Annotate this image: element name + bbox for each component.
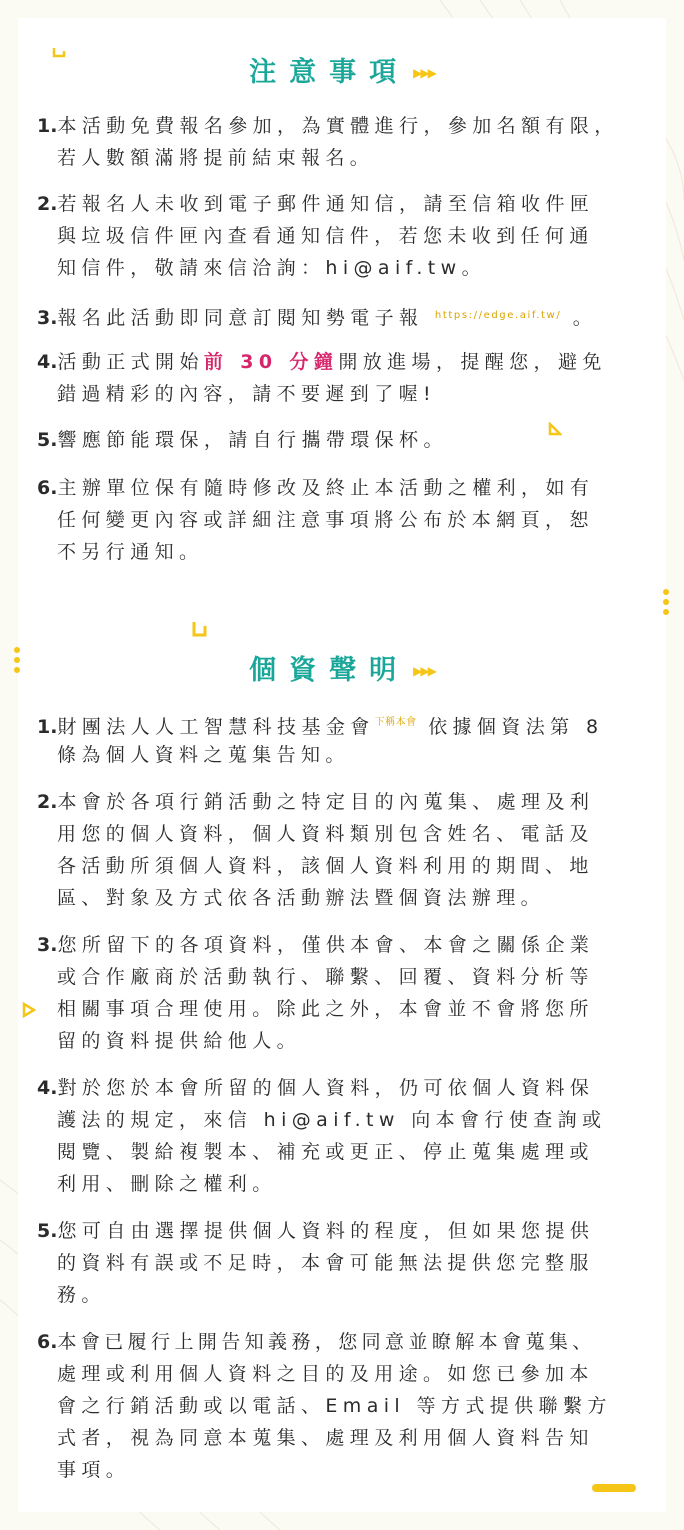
section-title-text: 注意事項 [249, 57, 410, 88]
item-text: 留的資料提供給他人。 [57, 1030, 302, 1052]
item-text: 處理或利用個人資料之目的及用途。如您已參加本 [57, 1363, 594, 1385]
item-text: 本會於各項行銷活動之特定目的內蒐集、處理及利 [57, 791, 595, 813]
item-text: 響應節能環保，請自行攜帶環保杯。 [57, 429, 448, 451]
item-text: 財團法人人工智慧科技基金會 [57, 716, 375, 738]
item-text: 。 [572, 307, 598, 329]
item-text: 錯過精彩的內容，請不要遲到了喔! [57, 383, 437, 405]
section-title-text: 個資聲明 [249, 655, 410, 686]
item-text: 若報名人未收到電子郵件通知信，請至信箱收件匣 [57, 193, 595, 215]
item-text: 主辦單位保有隨時修改及終止本活動之權利，如有 [57, 477, 595, 499]
item-text: 閱覽、製給複製本、補充或更正、停止蒐集處理或 [57, 1141, 594, 1163]
item-text: 護法的規定，來信 hi@aif.tw 向本會行使查詢或 [57, 1109, 607, 1131]
item-text: 條為個人資料之蒐集告知。 [57, 744, 350, 766]
newsletter-link[interactable]: https://edge.aif.tw/ [434, 310, 562, 321]
item-number: 2. [37, 193, 58, 215]
item-text: 式者，視為同意本蒐集、處理及利用個人資料告知 [57, 1427, 594, 1449]
deco-triangle-icon [548, 422, 562, 436]
item-number: 2. [37, 791, 58, 813]
item-text: 各活動所須個人資料，該個人資料利用的期間、地 [57, 855, 594, 877]
item-text: 報名此活動即同意訂閱知勢電子報 [57, 307, 424, 329]
item-text: 若人數額滿將提前結束報名。 [57, 147, 375, 169]
item-number: 6. [37, 477, 58, 499]
item-text: 本會已履行上開告知義務，您同意並瞭解本會蒐集、 [57, 1331, 596, 1353]
item-text: 區、對象及方式依各活動辦法暨個資法辦理。 [57, 887, 546, 909]
arrow-marker-icon: ▶▶▶ [413, 66, 435, 80]
item-text: 您所留下的各項資料，僅供本會、本會之關係企業 [57, 934, 595, 956]
item-number: 3. [37, 934, 58, 956]
footnote-text: 下稱本會 [374, 717, 417, 728]
item-text: 開放進場，提醒您，避免 [338, 351, 607, 373]
deco-bar [592, 1484, 636, 1492]
item-text: 對於您於本會所留的個人資料，仍可依個人資料保 [57, 1077, 595, 1099]
deco-bracket-icon [190, 620, 208, 638]
item-text: 會之行銷活動或以電話、Email 等方式提供聯繫方 [57, 1395, 612, 1417]
item-text: 事項。 [57, 1459, 131, 1481]
item-number: 5. [37, 429, 58, 451]
item-text: 知信件，敬請來信洽詢：hi@aif.tw。 [57, 257, 486, 279]
item-number: 1. [37, 115, 58, 137]
item-number: 5. [37, 1220, 58, 1242]
item-text: 相關事項合理使用。除此之外，本會並不會將您所 [57, 998, 594, 1020]
highlight-text: 前 30 分鐘 [203, 351, 339, 373]
deco-triangle-icon [22, 1002, 36, 1018]
item-text: 本活動免費報名參加，為實體進行，參加名額有限， [57, 115, 619, 137]
item-number: 4. [37, 1077, 58, 1099]
item-number: 6. [37, 1331, 58, 1353]
item-text: 利用、刪除之權利。 [57, 1173, 277, 1195]
item-text: 依據個資法第 8 [428, 716, 604, 738]
item-text: 您可自由選擇提供個人資料的程度，但如果您提供 [57, 1220, 595, 1242]
item-text: 或合作廠商於活動執行、聯繫、回覆、資料分析等 [57, 966, 594, 988]
item-text: 任何變更內容或詳細注意事項將公布於本網頁，恕 [57, 509, 594, 531]
item-number: 3. [37, 307, 58, 329]
arrow-marker-icon: ▶▶▶ [413, 664, 435, 678]
deco-dots-icon [662, 588, 670, 616]
section-title-privacy [0, 648, 684, 687]
item-text: 活動正式開始 [57, 351, 204, 373]
item-text: 的資料有誤或不足時，本會可能無法提供您完整服 [57, 1252, 594, 1274]
item-number: 4. [37, 351, 58, 373]
item-text: 務。 [57, 1284, 106, 1306]
item-text: 與垃圾信件匣內查看通知信件，若您未收到任何通 [57, 225, 594, 247]
item-text: 不另行通知。 [57, 541, 204, 563]
item-text: 用您的個人資料，個人資料類別包含姓名、電話及 [57, 823, 594, 845]
section-title-notice [0, 50, 684, 89]
item-number: 1. [37, 716, 58, 738]
